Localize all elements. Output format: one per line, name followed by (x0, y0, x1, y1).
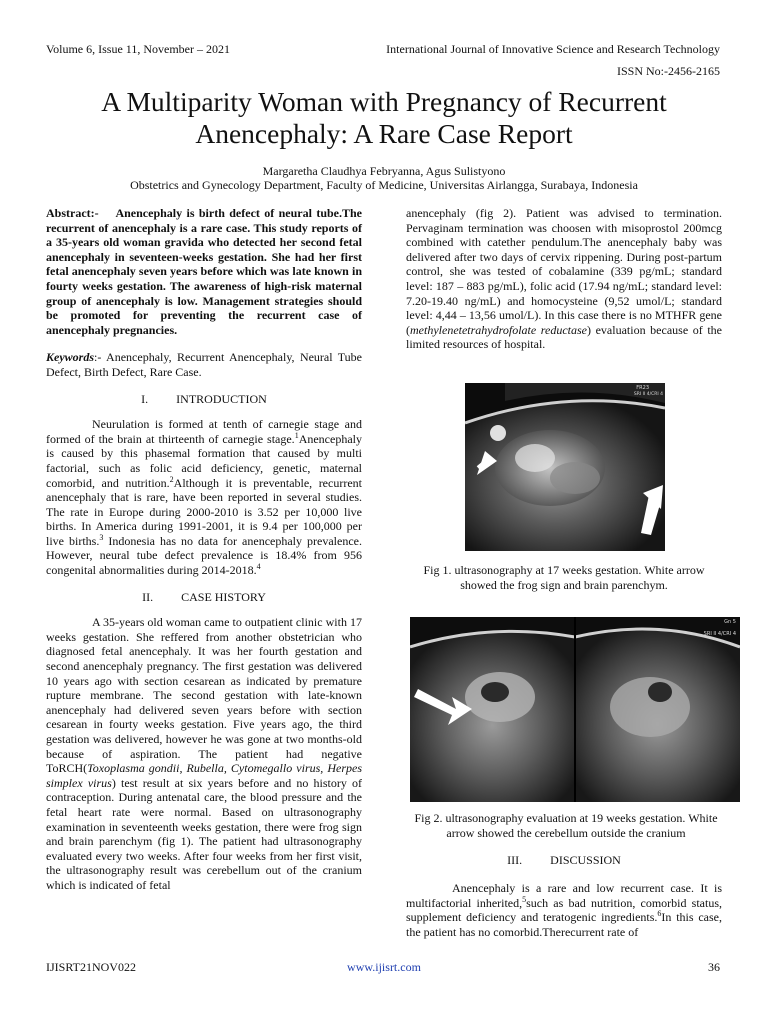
intro-paragraph: Neurulation is formed at tenth of carnegie stage and formed of the brain at thirteenth of carnegie stage.$^1$Anencephaly is caused by this phasemal formation that caused by multi factorial, such as folic acid deficiency, genetic, maternal comorbid, and nutrition.$^2$Although it is preventable, recurrent anencephaly that is rare, have been reported in several studies. The rate in Europe during 2000-2010 is 3.52 per 10,000 live births. In America during 1991-2001, it is 9.4 per 100,000 per live births.$^3$ Indonesia has no data for anencephaly prevalence. However, neural tube defect prevalence is 18.4% from 956 congenital abnormalities during 2014-2018.$^4$ (46, 417, 362, 578)
ultrasound-overlay-text-3: Gn 5 (724, 619, 736, 625)
paper-title: A Multiparity Woman with Pregnancy of Recurrent Anencephaly: A Rare Case Report (101, 86, 667, 149)
ultrasound-overlay-text-2: SRI II 4/CRI 4 (633, 392, 663, 397)
section-heading-discussion: III. DISCUSSION (507, 853, 621, 867)
header-journal: International Journal of Innovative Science and Research Technology (386, 42, 720, 56)
ultrasound-overlay-text: FR23 (636, 385, 649, 391)
ultrasound-figure-2 (410, 617, 740, 802)
ultrasound-overlay-text-4: SRI II 4/CRI 4 (703, 631, 736, 637)
case-paragraph: A 35-years old woman came to outpatient clinic with 17 weeks gestation. She reffered from another obstetrician who diagnosed fetal anencephaly. It was her fourth gestation and second anencephaly pregnancy. The first gestation was delivered 10 years ago with section cesarean as indicated by premature rupture membrane. The second gestation with late-known anencephaly had delivered seven years before with section cesarean in fourty weeks gestation. Five years ago, the third gestation was delivered, however he was gone at two months-old because of aspiration. The patient had negative ToRCH(Toxoplasma gondii, Rubella, Cytomegallo virus, Herpes simplex virus) test result at six years before and no history of contraception. During antenatal care, the blood pressure and the fetal heart rate were normal. Based on ultrasonography examination in seventeenth weeks gestation, there were frog sign and brain parenchym (fig 1). The patient had ultrasonography evaluated every two weeks. After four weeks from her first visit, the ultrasonography result was cerebellum out of the cranium which is indicated of fetal (46, 615, 363, 892)
section-heading-intro: I. INTRODUCTION (141, 391, 267, 406)
footer-page-number: 36 (708, 960, 720, 974)
abstract-text: Anencephaly is birth defect of neural tube.The recurrent of anencephaly is a rare case. This study reports of a 35-years old woman gravida who detected her second fetal anencephaly in seventeen-weeks gestation. She had her first fetal anencephaly seven years before which was late known in fourty weeks gestation. The awareness of high-risk maternal group of anencephaly is low. Management strategies should be promoted for preventing the recurrent case of anencephaly pregnancies. (46, 206, 362, 337)
discussion-paragraph: Anencephaly is a rare and low recurrent case. It is multifactorial inherited,$^5$such as bad nutrition, comorbid status, supplement deficiency and teratogenic ingredients.$^6$In this case, the patient has no comorbid.Therecurrent rate of (406, 881, 722, 939)
case-paragraph-continued: anencephaly (fig 2). Patient was advised to termination. Pervaginam termination was choosen with misoprostol 200mcg combined with catether pendulum.The anencephaly baby was delivered after two days of cervix rippening. During post-partum control, she was tested of cobalamine (339 pg/mL; standard level: 187 – 883 pg/mL), folic acid (17.94 ng/mL; standard level: 7.20-19.40 ng/mL) and homocysteine (9,52 umol/L; standard level: 4,44 – 13,56 umol/L). In this case there is no MTHFR gene (methylenetetrahydrofolate reductase) evaluation because of the limited resources of hospital. (406, 206, 723, 352)
keywords (46, 350, 362, 379)
abstract (46, 206, 362, 337)
abstract-label: Abstract:- (46, 206, 99, 220)
authors: Margaretha Claudhya Febryanna, Agus Sulistyono (262, 164, 506, 178)
header-volume: Volume 6, Issue 11, November – 2021 (46, 42, 230, 56)
section-heading-case: II. CASE HISTORY (142, 589, 266, 604)
footer-website-link[interactable]: www.ijisrt.com (347, 960, 421, 974)
keywords-text: :- Anencephaly, Recurrent Anencephaly, Neural Tube Defect, Birth Defect, Rare Case. (46, 350, 362, 379)
keywords-label: Keywords (46, 350, 94, 365)
footer-paper-id: IJISRT21NOV022 (46, 960, 136, 974)
left-column (46, 206, 362, 893)
header-issn: ISSN No:-2456-2165 (616, 64, 720, 78)
ultrasound-figure-1 (465, 383, 665, 551)
right-column (406, 206, 722, 352)
figure-2-caption: Fig 2. ultrasonography evaluation at 19 weeks gestation. White arrow showed the cerebellum outside the cranium (414, 811, 718, 840)
affiliation: Obstetrics and Gynecology Department, Faculty of Medicine, Universitas Airlangga, Surabaya, Indonesia (130, 178, 638, 192)
figure-1-caption: Fig 1. ultrasonography at 17 weeks gestation. White arrow showed the frog sign and brain parenchym. (423, 563, 705, 592)
